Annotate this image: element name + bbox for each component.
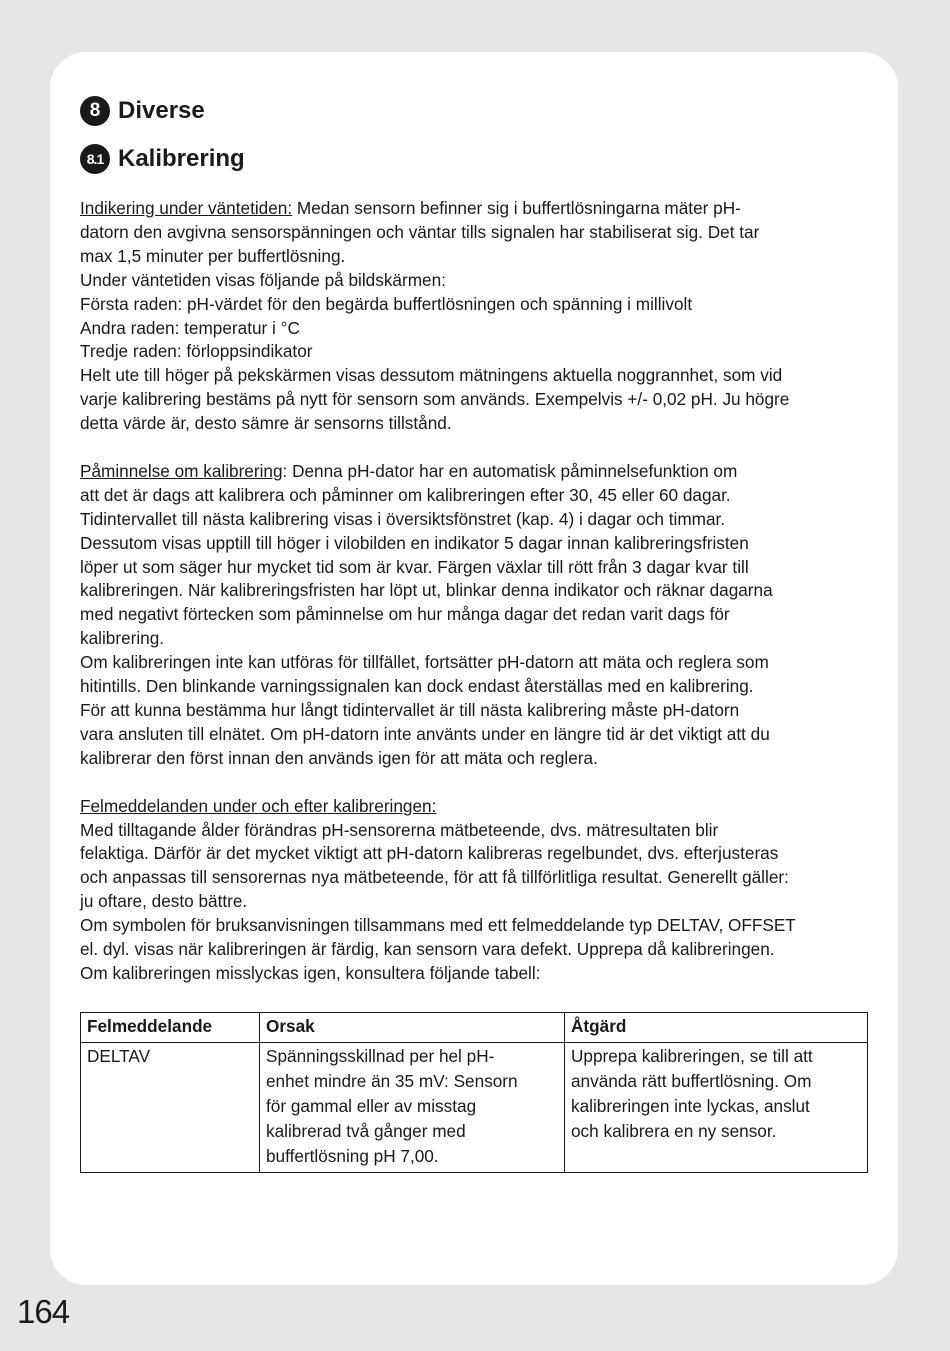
section-heading xyxy=(80,96,205,126)
error-table xyxy=(80,1012,868,1173)
body-text xyxy=(80,197,870,986)
header-cause: Orsak xyxy=(260,1013,565,1043)
subsection-number-badge: 8.1 xyxy=(80,144,110,174)
table-row xyxy=(81,1043,868,1173)
section-title: Diverse xyxy=(118,97,205,124)
error-messages-label: Felmeddelanden under och efter kalibreringen: xyxy=(80,795,437,816)
page-number: 164 xyxy=(17,1293,70,1330)
cell-action: Upprepa kalibreringen, se till att använda rätt buffertlösning. Om kalibreringen inte lyckas, anslut och kalibrera en ny sensor. xyxy=(565,1043,868,1173)
reminder-label: Påminnelse om kalibrering xyxy=(80,460,283,481)
cell-cause: Spänningsskillnad per hel pH- enhet mindre än 35 mV: Sensorn för gammal eller av misstag kalibrerad två gånger med buffertlösning pH 7,00. xyxy=(260,1043,565,1173)
header-action: Åtgärd xyxy=(565,1013,868,1043)
subsection-heading xyxy=(80,144,245,174)
subsection-title: Kalibrering xyxy=(118,145,245,172)
table-header-row xyxy=(81,1013,868,1043)
section-number-badge: 8 xyxy=(80,96,110,126)
header-error-message: Felmeddelande xyxy=(81,1013,260,1043)
paragraph-calibration-reminder: Påminnelse om kalibrering: Denna pH-dator har en automatisk påminnelsefunktion om att det är dags att kalibrera och påminner om kalibreringen efter 30, 45 eller 60 dagar. Tidintervallet till nästa kalibrering visas i översiktsfönstret (kap. 4) i dagar och timmar. Dessutom visas upptill till höger i vilobilden en indikator 5 dagar innan kalibreringsfristen löper ut som säger hur mycket tid som är kvar. Färgen växlar till rött från 3 dagar kvar till kalibreringen. När kalibreringsfristen har löpt ut, blinkar denna indikator och räknar dagarna med negativt förtecken som påminnelse om hur många dagar det redan varit dags för kalibrering. Om kalibreringen inte kan utföras för tillfället, fortsätter pH-datorn att mäta och reglera som hitintills. Den blinkande varningssignalen kan dock endast återställas med en kalibrering. För att kunna bestämma hur långt tidintervallet är till nästa kalibrering måste pH-datorn vara ansluten till elnätet. Om pH-datorn inte använts under en längre tid är det viktigt att du kalibrerar den först innan den används igen för att mäta och reglera. xyxy=(80,460,773,768)
paragraph-waiting-indication: Indikering under väntetiden: Medan sensorn befinner sig i buffertlösningarna mäter pH- datorn den avgivna sensorspänningen och väntar tills signalen har stabiliserat sig. Det tar max 1,5 minuter per buffertlösning. Under väntetiden visas följande på bildskärmen: Första raden: pH-värdet för den begärda buffertlösningen och spänning i millivolt Andra raden: temperatur i °C Tredje raden: förloppsindikator Helt ute till höger på pekskärmen visas dessutom mätningens aktuella noggrannhet, som vid varje kalibrering bestäms på nytt för sensorn som används. Exempelvis +/- 0,02 pH. Ju högre detta värde är, desto sämre är sensorns tillstånd. xyxy=(80,198,790,434)
paragraph-error-messages: Felmeddelanden under och efter kalibreringen: Med tilltagande ålder förändras pH-sensorerna mätbeteende, dvs. mätresultaten blir felaktiga. Därför är det mycket viktigt att pH-datorn kalibreras regelbundet, dvs. efterjusteras och anpassas till sensorernas nya mätbeteende, för att få tillförlitliga resultat. Generellt gäller: ju oftare, desto bättre. Om symbolen för bruksanvisningen tillsammans med ett felmeddelande typ DELTAV, OFFSET el. dyl. visas när kalibreringen är färdig, kan sensorn vara defekt. Upprepa då kalibreringen. Om kalibreringen misslyckas igen, konsultera följande tabell: xyxy=(80,795,796,983)
cell-error-message: DELTAV xyxy=(81,1043,260,1173)
waiting-label: Indikering under väntetiden: xyxy=(80,198,293,218)
